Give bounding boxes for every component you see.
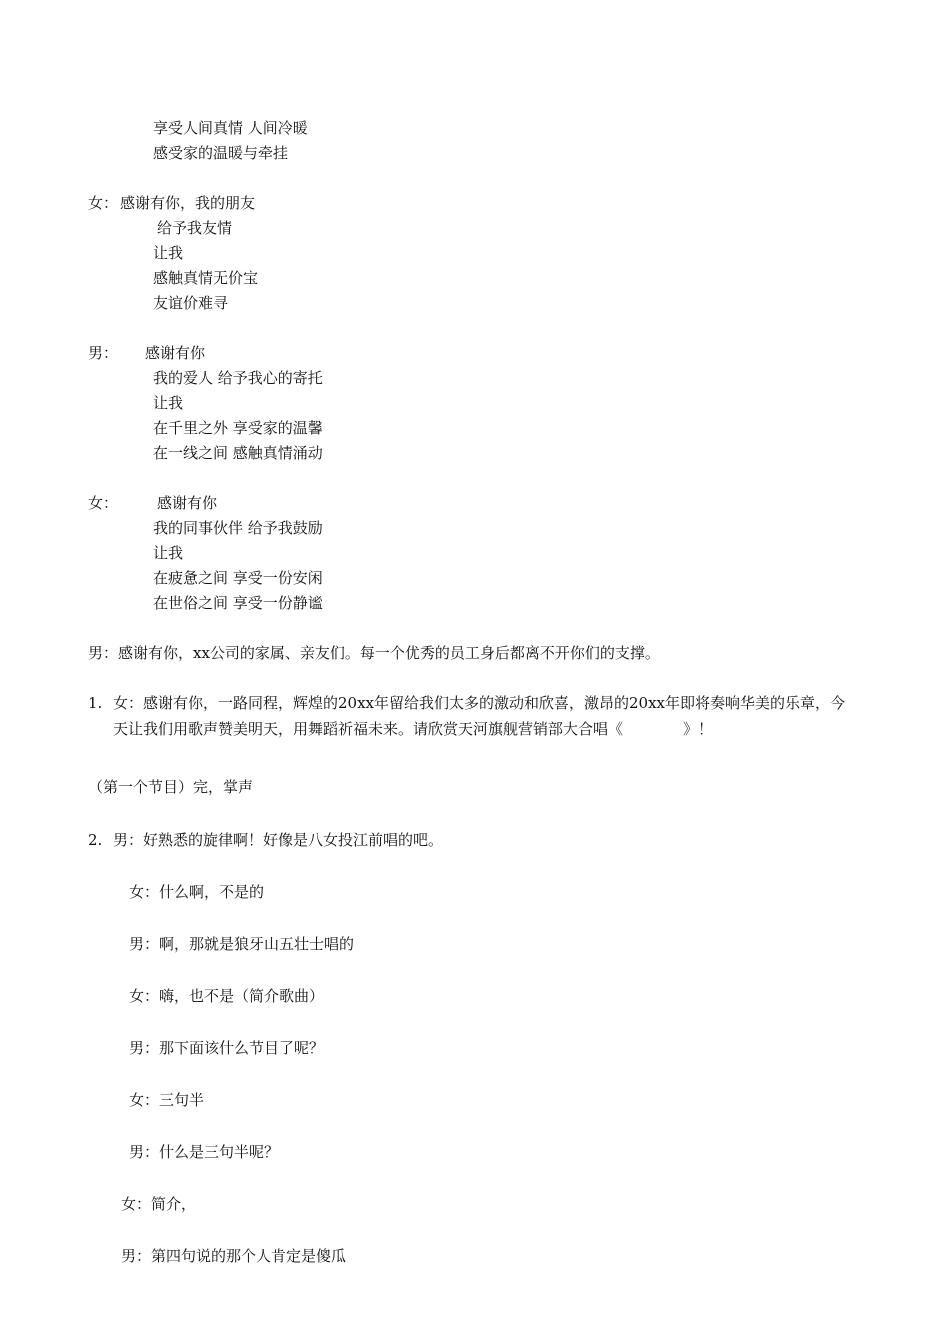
program-end-note: （第一个节目）完，掌声 bbox=[88, 778, 254, 796]
speaker-label: 女： bbox=[88, 194, 119, 212]
verse2-line: 感触真情无价宝 bbox=[153, 269, 259, 287]
verse2-line: 给予我友情 bbox=[157, 219, 233, 237]
verse3-line: 让我 bbox=[153, 394, 184, 412]
verse3-line: 感谢有你 bbox=[145, 344, 206, 362]
verse2-line: 让我 bbox=[153, 244, 184, 262]
verse3-line: 在千里之外 享受家的温馨 bbox=[153, 419, 323, 437]
verse1-line: 感受家的温暖与牵挂 bbox=[153, 144, 289, 162]
verse2-line: 感谢有你，我的朋友 bbox=[120, 194, 256, 212]
speaker-label: 女： bbox=[88, 494, 119, 512]
verse1-line: 享受人间真情 人间冷暖 bbox=[153, 119, 308, 137]
verse2-line: 友谊价难寻 bbox=[153, 294, 229, 312]
verse3-line: 在一线之间 感触真情涌动 bbox=[153, 444, 323, 462]
dialogue-line: 男：什么是三句半呢？ bbox=[129, 1143, 280, 1161]
item2-line: 男：好熟悉的旋律啊！好像是八女投江前唱的吧。 bbox=[113, 831, 444, 849]
dialogue-line: 男：啊，那就是狼牙山五壮士唱的 bbox=[129, 935, 355, 953]
verse4-line: 让我 bbox=[153, 544, 184, 562]
speaker-label: 男： bbox=[88, 344, 119, 362]
verse4-line: 在疲惫之间 享受一份安闲 bbox=[153, 569, 323, 587]
verse4-line: 感谢有你 bbox=[157, 494, 218, 512]
verse3-line: 我的爱人 给予我心的寄托 bbox=[153, 369, 323, 387]
dialogue-line: 女：什么啊，不是的 bbox=[129, 883, 265, 901]
item-number: 2. bbox=[88, 831, 103, 849]
verse4-line: 我的同事伙伴 给予我鼓励 bbox=[153, 519, 323, 537]
item1-paragraph: 女：感谢有你，一路同程，辉煌的20xx年留给我们太多的激动和欣喜，激昂的20xx年即将奏响华美的乐章，今天让我们用歌声赞美明天，用舞蹈祈福未来。请欣赏天河旗舰营销部大合唱《 》！ bbox=[113, 694, 846, 738]
closing-line: 男：感谢有你，xx公司的家属、亲友们。每一个优秀的员工身后都离不开你们的支撑。 bbox=[88, 644, 660, 662]
dialogue-line: 男：第四句说的那个人肯定是傻瓜 bbox=[121, 1247, 347, 1265]
dialogue-line: 女：简介， bbox=[121, 1195, 197, 1213]
item-number: 1. bbox=[88, 694, 103, 712]
dialogue-line: 女：三句半 bbox=[129, 1091, 205, 1109]
verse4-line: 在世俗之间 享受一份静谧 bbox=[153, 594, 323, 612]
dialogue-line: 男：那下面该什么节目了呢？ bbox=[129, 1039, 325, 1057]
dialogue-line: 女：嗨，也不是（简介歌曲） bbox=[129, 987, 325, 1005]
